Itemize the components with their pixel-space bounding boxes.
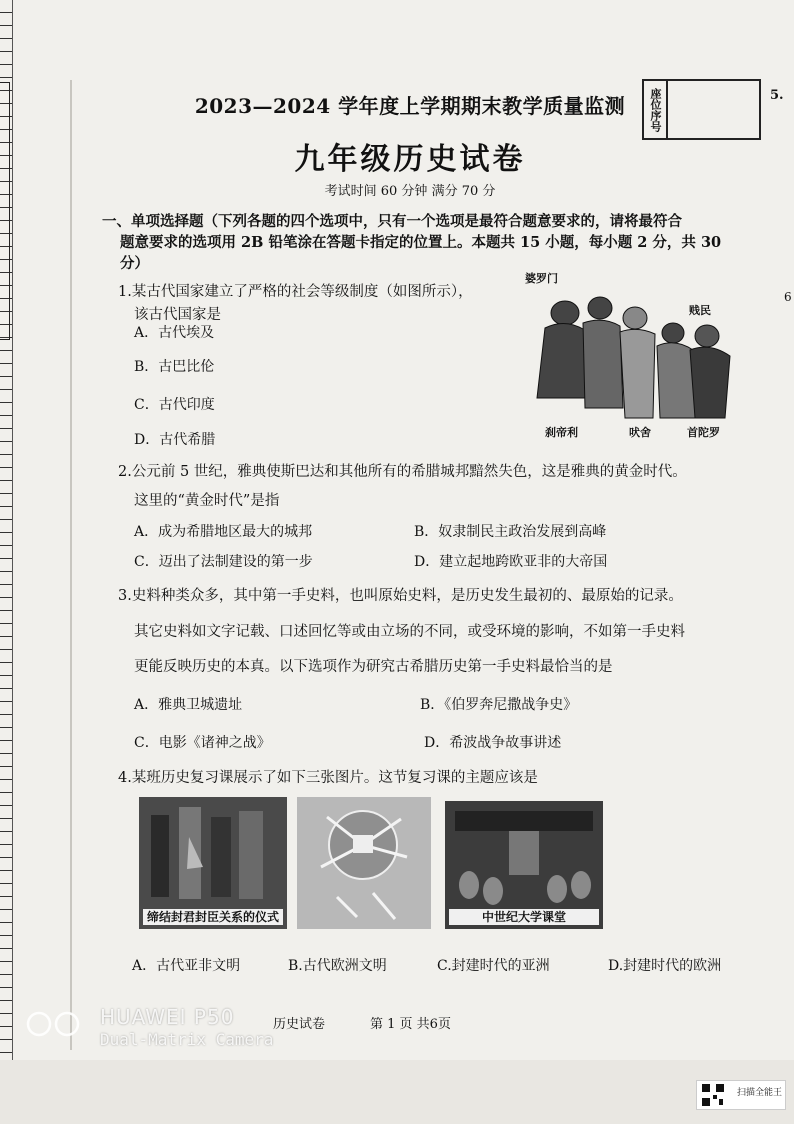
q2-stem-line2: 这里的“黄金时代”是指 [134,493,280,509]
q3-option-c: C．电影《诸神之战》 [134,735,271,751]
scanner-app-name: 扫描全能王 [737,1088,783,1098]
q4-option-b: B.古代欧洲文明 [288,958,387,974]
q1-option-a: A．古代埃及 [134,325,215,341]
q1-stem-line2: 该古代国家是 [134,307,221,323]
manor-map-illustration [297,797,431,929]
q3-stem-line3: 更能反映历史的本真。以下选项作为研究古希腊历史第一手史料最恰当的是 [134,659,613,675]
qr-code-icon [701,1083,729,1107]
q3-option-b: B．《伯罗奔尼撒战争史》 [420,697,578,713]
adjacent-page-frame [0,82,10,340]
q4-option-a: A．古代亚非文明 [132,958,241,974]
q4-option-c: C.封建时代的亚洲 [437,958,550,974]
section-heading [102,211,732,274]
camera-logo-icon [26,1010,82,1038]
watermark-camera: Dual-Matrix Camera [100,1030,274,1049]
section-heading-line2: 题意要求的选项用 2B 铅笔涂在答题卡指定的位置上。本题共 15 小题，每小题 2 分，共 30 [120,234,722,251]
caste-illustration [525,268,737,438]
margin-number: 5. [770,88,784,103]
section-heading-line1: 一、单项选择题（下列各题的四个选项中，只有一个选项是最符合题意要求的，请将最符合 [102,213,682,230]
q4-image-caption-1: 缔结封君封臣关系的仪式 [143,909,283,925]
footer-page-number: 第 1 页 共6页 [370,1017,451,1032]
scanner-badge [696,1080,786,1110]
q1-option-d: D．古代希腊 [134,432,216,448]
q3-option-d: D．希波战争故事讲述 [424,735,562,751]
q2-option-c: C．迈出了法制建设的第一步 [134,554,313,570]
q2-option-d: D．建立起地跨欧亚非的大帝国 [414,554,608,570]
q4-stem: 4.某班历史复习课展示了如下三张图片。这节复习课的主题应该是 [118,770,538,786]
q1-option-c: C．古代印度 [134,397,215,413]
label-brahmin: 婆罗门 [525,272,558,285]
label-kshatriya: 刹帝利 [545,426,578,439]
q3-stem-line2: 其它史料如文字记载、口述回忆等或由立场的不同，或受环境的影响，不如第一手史料 [134,624,685,640]
q4-image-homage [139,797,287,929]
seat-number-box [642,79,761,140]
q3-option-a: A．雅典卫城遗址 [134,697,243,713]
exam-title-line1: 2023—2024 学年度上学期期末教学质量监测 [194,94,626,118]
caste-figure [525,268,737,438]
q4-option-d: D.封建时代的欧洲 [608,958,722,974]
q1-option-b: B．古巴比伦 [134,359,215,375]
margin-number-2: 6 [784,290,792,304]
section-heading-line3: 分） [120,255,149,272]
label-vaishya: 吠舍 [629,426,651,439]
q2-stem-line1: 2.公元前 5 世纪，雅典使斯巴达和其他所有的希腊城邦黯然失色，这是雅典的黄金时代。 [118,464,687,480]
binding-line [70,80,72,1050]
q2-option-a: A．成为希腊地区最大的城邦 [134,524,313,540]
q3-stem-line1: 3.史料种类众多，其中第一手史料，也叫原始史料，是历史发生最初的、最原始的记录。 [118,588,683,604]
q2-option-b: B．奴隶制民主政治发展到高峰 [414,524,607,540]
label-shudra: 首陀罗 [687,426,720,439]
q4-image-manor-map [297,797,431,929]
q4-image-caption-3: 中世纪大学课堂 [449,909,599,925]
footer-subject: 历史试卷 [273,1017,326,1032]
q1-stem-line1: 1.某古代国家建立了严格的社会等级制度（如图所示）， [118,284,473,300]
q4-image-university [445,801,603,929]
exam-info: 考试时间 60 分钟 满分 70 分 [324,184,496,199]
exam-title: 九年级历史试卷 [294,142,526,177]
watermark-brand: HUAWEI P50 [100,1005,235,1029]
seat-label: 座位序号 [644,81,668,138]
label-untouchable: 贱民 [689,304,711,317]
